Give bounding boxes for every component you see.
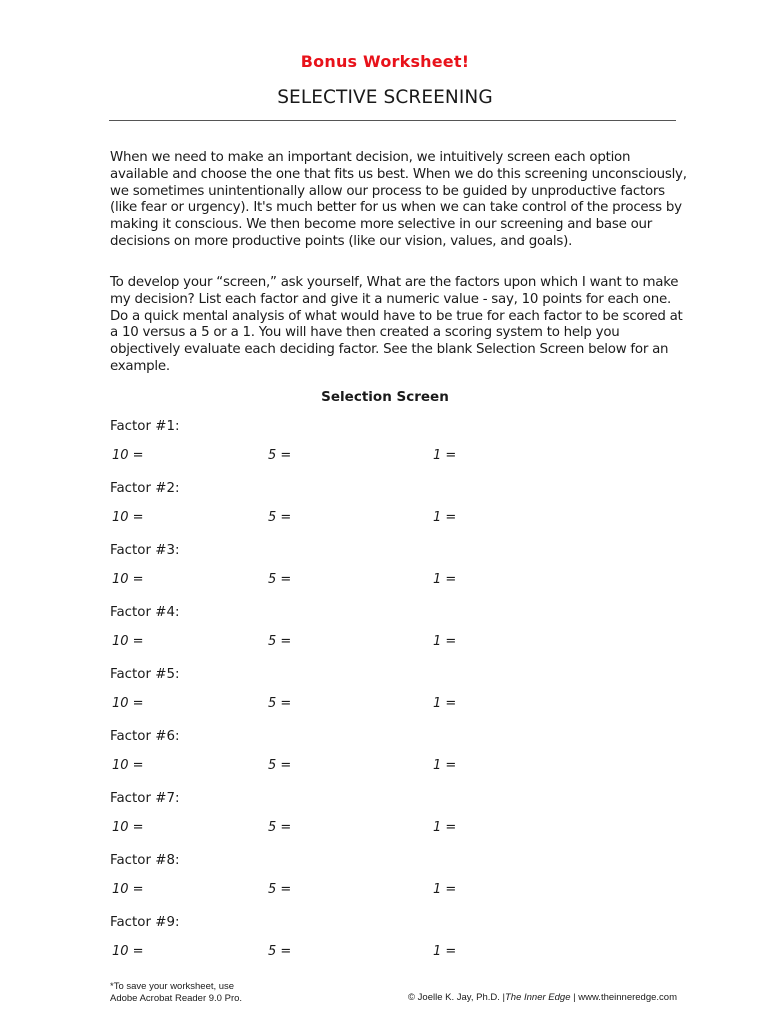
credit-website: | www.theinneredge.com (570, 992, 677, 1003)
score-1-field[interactable]: 1 = (433, 634, 457, 649)
factor-label: Factor #9: (110, 915, 180, 930)
selection-screen-heading: Selection Screen (321, 389, 449, 405)
factor-label: Factor #5: (110, 667, 180, 682)
score-5-field[interactable]: 5 = (268, 944, 292, 959)
score-1-field[interactable]: 1 = (433, 572, 457, 587)
factor-label: Factor #2: (110, 481, 180, 496)
score-1-field[interactable]: 1 = (433, 944, 457, 959)
factor-label: Factor #7: (110, 791, 180, 806)
score-10-field[interactable]: 10 = (112, 696, 144, 711)
intro-p1-line: (like fear or urgency). It's much better for us when we can take control of the process by (110, 200, 682, 216)
intro-p2-line: objectively evaluate each deciding factor. See the blank Selection Screen below for an (110, 342, 669, 358)
save-note-line: *To save your worksheet, use (110, 981, 235, 992)
score-5-field[interactable]: 5 = (268, 758, 292, 773)
factor-label: Factor #4: (110, 605, 180, 620)
intro-p2-line: Do a quick mental analysis of what would have to be true for each factor to be scored at (110, 308, 683, 324)
score-10-field[interactable]: 10 = (112, 882, 144, 897)
intro-paragraph-1 (110, 150, 690, 251)
score-10-field[interactable]: 10 = (112, 820, 144, 835)
intro-paragraph-2 (110, 275, 690, 376)
score-10-field[interactable]: 10 = (112, 448, 144, 463)
score-1-field[interactable]: 1 = (433, 882, 457, 897)
credit-book-title: The Inner Edge (505, 992, 571, 1003)
score-10-field[interactable]: 10 = (112, 758, 144, 773)
score-5-field[interactable]: 5 = (268, 510, 292, 525)
score-10-field[interactable]: 10 = (112, 944, 144, 959)
score-5-field[interactable]: 5 = (268, 448, 292, 463)
title-divider (109, 120, 676, 121)
score-10-field[interactable]: 10 = (112, 510, 144, 525)
intro-p2-line: a 10 versus a 5 or a 1. You will have then created a scoring system to help you (110, 325, 620, 341)
intro-p1-line: available and choose the one that fits us best. When we do this screening unconsciously, (110, 166, 687, 182)
factor-label: Factor #1: (110, 419, 180, 434)
intro-p2-line: my decision? List each factor and give it a numeric value - say, 10 points for each one. (110, 291, 671, 307)
factor-label: Factor #3: (110, 543, 180, 558)
copyright-credit (408, 992, 677, 1004)
bonus-worksheet-label: Bonus Worksheet! (300, 52, 470, 71)
intro-p1-line: When we need to make an important decision, we intuitively screen each option (110, 150, 631, 165)
intro-p1-line: decisions on more productive points (like our vision, values, and goals). (110, 233, 573, 249)
intro-p2-line: example. (110, 358, 170, 374)
page-title: SELECTIVE SCREENING (277, 87, 493, 108)
score-1-field[interactable]: 1 = (433, 758, 457, 773)
score-5-field[interactable]: 5 = (268, 634, 292, 649)
score-1-field[interactable]: 1 = (433, 448, 457, 463)
score-5-field[interactable]: 5 = (268, 572, 292, 587)
save-note (110, 981, 242, 1005)
score-5-field[interactable]: 5 = (268, 820, 292, 835)
score-10-field[interactable]: 10 = (112, 572, 144, 587)
credit-author: © Joelle K. Jay, Ph.D. | (408, 992, 505, 1003)
score-1-field[interactable]: 1 = (433, 510, 457, 525)
intro-p1-line: we sometimes unintentionally allow our process to be guided by unproductive factors (110, 183, 665, 199)
intro-p2-line: To develop your “screen,” ask yourself, What are the factors upon which I want to make (110, 275, 679, 290)
intro-p1-line: making it conscious. We then become more selective in our screening and base our (110, 217, 653, 233)
score-5-field[interactable]: 5 = (268, 882, 292, 897)
score-1-field[interactable]: 1 = (433, 696, 457, 711)
save-note-line: Adobe Acrobat Reader 9.0 Pro. (110, 993, 243, 1004)
factor-label: Factor #6: (110, 729, 180, 744)
score-10-field[interactable]: 10 = (112, 634, 144, 649)
factor-label: Factor #8: (110, 853, 180, 868)
score-5-field[interactable]: 5 = (268, 696, 292, 711)
score-1-field[interactable]: 1 = (433, 820, 457, 835)
